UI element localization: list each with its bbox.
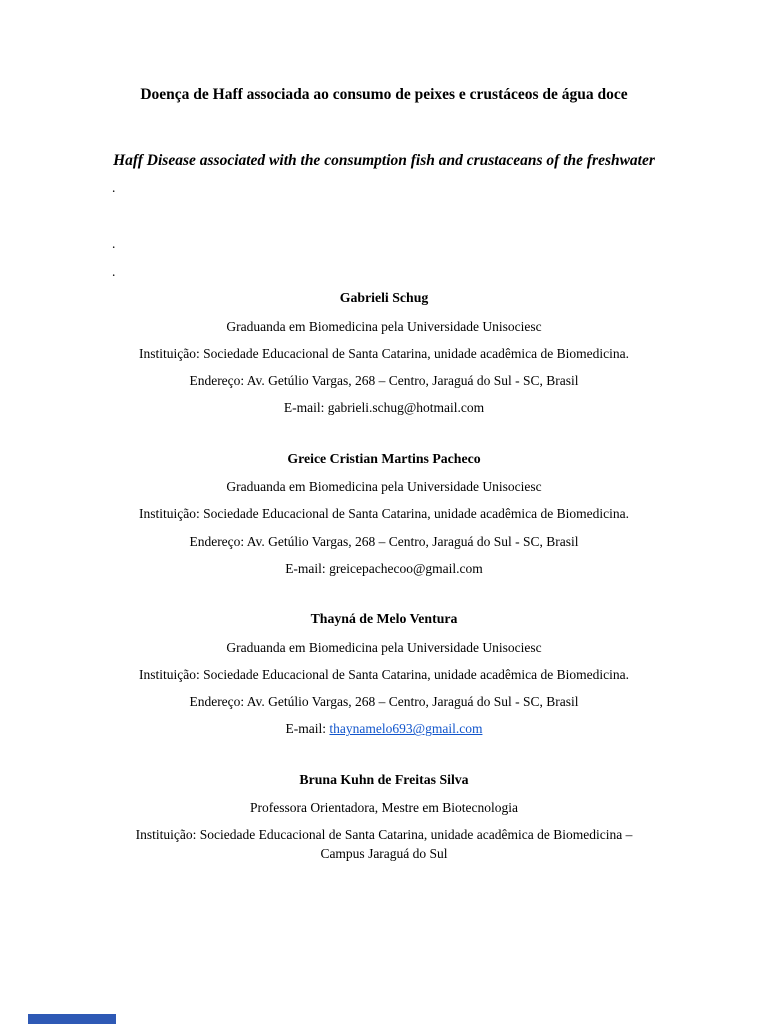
email-label: E-mail: — [283, 400, 328, 416]
author-email-line — [112, 720, 656, 738]
title-portuguese: Doença de Haff associada ao consumo de peixes e crustáceos de água doce — [140, 86, 628, 103]
author-institution: Instituição: Sociedade Educacional de Santa Catarina, unidade acadêmica de Biomedicina. — [139, 666, 629, 682]
author-address: Endereço: Av. Getúlio Vargas, 268 – Centro, Jaraguá do Sul - SC, Brasil — [189, 694, 579, 710]
author-institution: Instituição: Sociedade Educacional de Santa Catarina, unidade acadêmica de Biomedicina. — [139, 345, 629, 361]
author-email-line — [112, 399, 656, 417]
author-institution: Instituição: Sociedade Educacional de Santa Catarina, unidade acadêmica de Biomedicina – Campus Jaraguá do Sul — [135, 827, 633, 861]
author-role: Professora Orientadora, Mestre em Biotecnologia — [249, 800, 519, 816]
author-address: Endereço: Av. Getúlio Vargas, 268 – Centro, Jaraguá do Sul - SC, Brasil — [189, 533, 579, 549]
stray-period-2: . — [112, 236, 116, 252]
author-name: Thayná de Melo Ventura — [310, 611, 458, 627]
author-address: Endereço: Av. Getúlio Vargas, 268 – Centro, Jaraguá do Sul - SC, Brasil — [189, 373, 579, 389]
next-page-preview-strip — [28, 1014, 116, 1024]
stray-period-3: . — [112, 264, 116, 280]
stray-period-1: . — [112, 180, 116, 196]
author-block-2 — [112, 450, 656, 579]
email-address: greicepachecoo@gmail.com — [329, 560, 483, 576]
email-label: E-mail: — [285, 721, 330, 737]
author-block-3 — [112, 610, 656, 739]
email-hyperlink[interactable]: thaynamelo693@gmail.com — [329, 721, 483, 737]
author-name: Gabrieli Schug — [339, 290, 429, 306]
title-english: Haff Disease associated with the consumption fish and crustaceans of the freshwater — [113, 151, 655, 169]
email-label: E-mail: — [285, 560, 330, 576]
author-name: Greice Cristian Martins Pacheco — [287, 450, 481, 466]
author-role: Graduanda em Biomedicina pela Universidade Unisociesc — [226, 479, 542, 495]
author-block-1 — [112, 289, 656, 418]
author-role: Graduanda em Biomedicina pela Universidade Unisociesc — [226, 639, 542, 655]
author-institution: Instituição: Sociedade Educacional de Santa Catarina, unidade acadêmica de Biomedicina. — [139, 506, 629, 522]
author-email-line — [112, 560, 656, 578]
author-role: Graduanda em Biomedicina pela Universidade Unisociesc — [226, 318, 542, 334]
author-name: Bruna Kuhn de Freitas Silva — [299, 771, 469, 787]
email-address: gabrieli.schug@hotmail.com — [327, 400, 485, 416]
author-block-4 — [112, 771, 656, 863]
